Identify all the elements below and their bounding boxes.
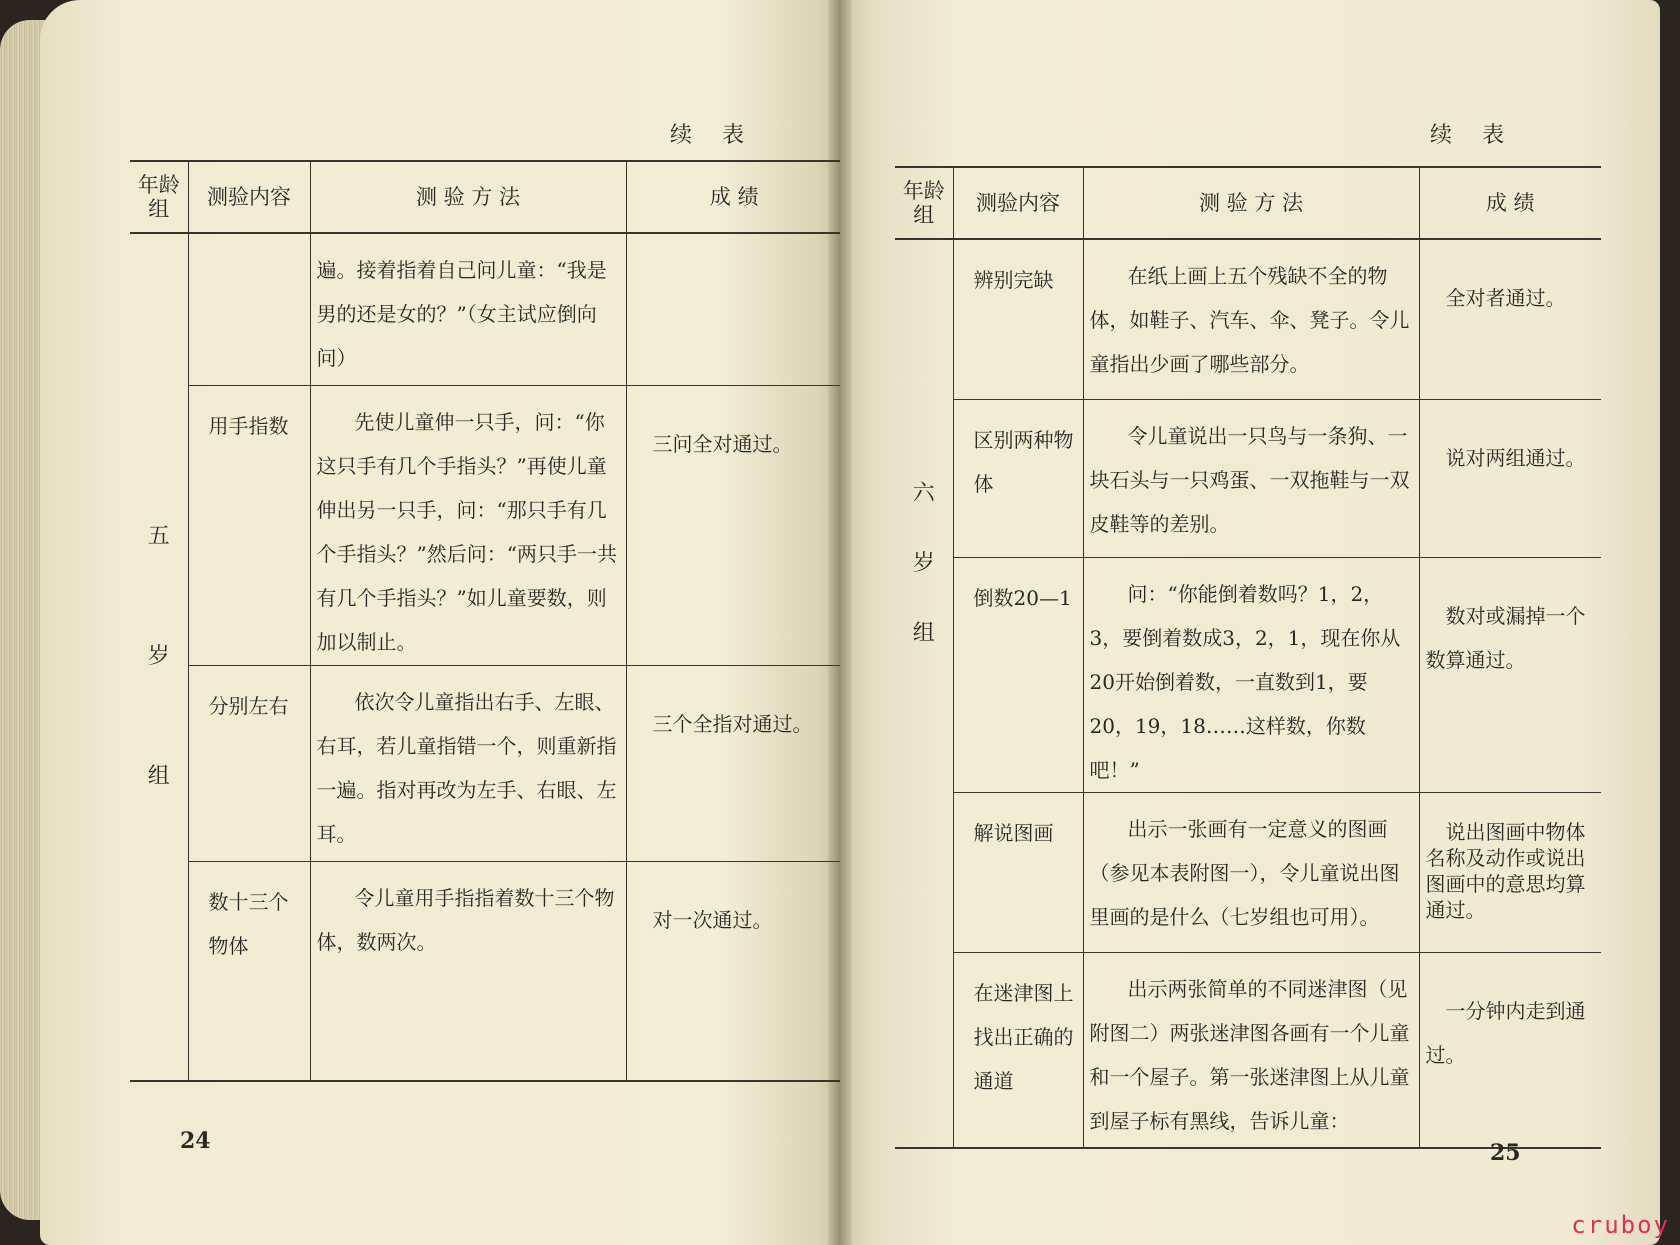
age-char: 岁	[147, 644, 170, 669]
table-header-row	[130, 161, 842, 233]
content-cell: 区别两种物体	[953, 399, 1083, 557]
content-cell: 辨别完缺	[953, 239, 1083, 399]
result-cell: 数对或漏掉一个数算通过。	[1419, 557, 1601, 792]
age-char: 岁	[912, 550, 935, 576]
table-row	[895, 239, 1601, 399]
age-char: 六	[912, 480, 935, 506]
method-cell: 令儿童说出一只鸟与一条狗、一块石头与一只鸡蛋、一双拖鞋与一双皮鞋等的差别。	[1083, 399, 1419, 557]
content-cell: 解说图画	[953, 792, 1083, 952]
table-row	[130, 385, 842, 665]
result-cell: 三问全对通过。	[626, 385, 842, 665]
result-cell	[626, 233, 842, 385]
header-age-group: 年龄组	[895, 167, 953, 239]
method-cell: 令儿童用手指指着数十三个物体，数两次。	[310, 861, 626, 1081]
table-row	[130, 861, 842, 1081]
header-method: 测 验 方 法	[310, 161, 626, 233]
age-group-cell	[130, 233, 188, 1081]
left-page-number: 24	[180, 1128, 211, 1154]
age-char: 组	[912, 620, 935, 646]
age-group-cell	[895, 239, 953, 1148]
content-cell: 用手指数	[188, 385, 310, 665]
content-cell	[188, 233, 310, 385]
table-row	[895, 399, 1601, 557]
table-row	[895, 557, 1601, 792]
header-result: 成 绩	[1419, 167, 1601, 239]
right-running-head: 续表	[1430, 123, 1535, 148]
method-cell: 先使儿童伸一只手，问：“你这只手有几个手指头？”再使儿童伸出另一只手，问：“那只手有几个手指头？”然后问：“两只手一共有几个手指头？”如儿童要数，则加以制止。	[310, 385, 626, 665]
right-test-table	[895, 166, 1601, 1149]
table-row	[895, 792, 1601, 952]
content-cell: 倒数20—1	[953, 557, 1083, 792]
header-age-group: 年龄组	[130, 161, 188, 233]
left-running-head: 续表	[670, 123, 775, 148]
age-char: 组	[147, 764, 170, 789]
table-row	[895, 952, 1601, 1148]
left-page	[40, 0, 840, 1245]
method-cell: 依次令儿童指出右手、左眼、右耳，若儿童指错一个，则重新指一遍。指对再改为左手、右眼、左耳。	[310, 665, 626, 861]
result-cell: 对一次通过。	[626, 861, 842, 1081]
result-cell: 一分钟内走到通过。	[1419, 952, 1601, 1148]
header-content: 测验内容	[953, 167, 1083, 239]
right-page-number: 25	[1490, 1140, 1521, 1166]
left-test-table	[130, 160, 842, 1082]
content-cell: 在迷津图上找出正确的通道	[953, 952, 1083, 1148]
result-cell: 全对者通过。	[1419, 239, 1601, 399]
header-result: 成 绩	[626, 161, 842, 233]
header-method: 测 验 方 法	[1083, 167, 1419, 239]
table-row	[130, 665, 842, 861]
method-cell: 出示一张画有一定意义的图画（参见本表附图一），令儿童说出图里画的是什么（七岁组也可用）。	[1083, 792, 1419, 952]
result-cell: 说对两组通过。	[1419, 399, 1601, 557]
table-header-row	[895, 167, 1601, 239]
method-cell: 出示两张简单的不同迷津图（见附图二）两张迷津图各画有一个儿童和一个屋子。第一张迷津图上从儿童到屋子标有黑线，告诉儿童：	[1083, 952, 1419, 1148]
header-content: 测验内容	[188, 161, 310, 233]
result-cell: 三个全指对通过。	[626, 665, 842, 861]
book-gutter	[828, 0, 852, 1245]
method-cell: 遍。接着指着自己问儿童：“我是男的还是女的？”（女主试应倒向问）	[310, 233, 626, 385]
table-row	[130, 233, 842, 385]
age-char: 五	[147, 524, 170, 549]
method-cell: 在纸上画上五个残缺不全的物体，如鞋子、汽车、伞、凳子。令儿童指出少画了哪些部分。	[1083, 239, 1419, 399]
content-cell: 分别左右	[188, 665, 310, 861]
content-cell: 数十三个物体	[188, 861, 310, 1081]
result-cell: 说出图画中物体名称及动作或说出图画中的意思均算通过。	[1419, 792, 1601, 952]
right-page	[840, 0, 1660, 1245]
watermark: cruboy	[1571, 1211, 1670, 1239]
method-cell: 问：“你能倒着数吗？1，2，3，要倒着数成3，2，1，现在你从20开始倒着数，一直数到1，要20，19，18……这样数，你数吧！”	[1083, 557, 1419, 792]
